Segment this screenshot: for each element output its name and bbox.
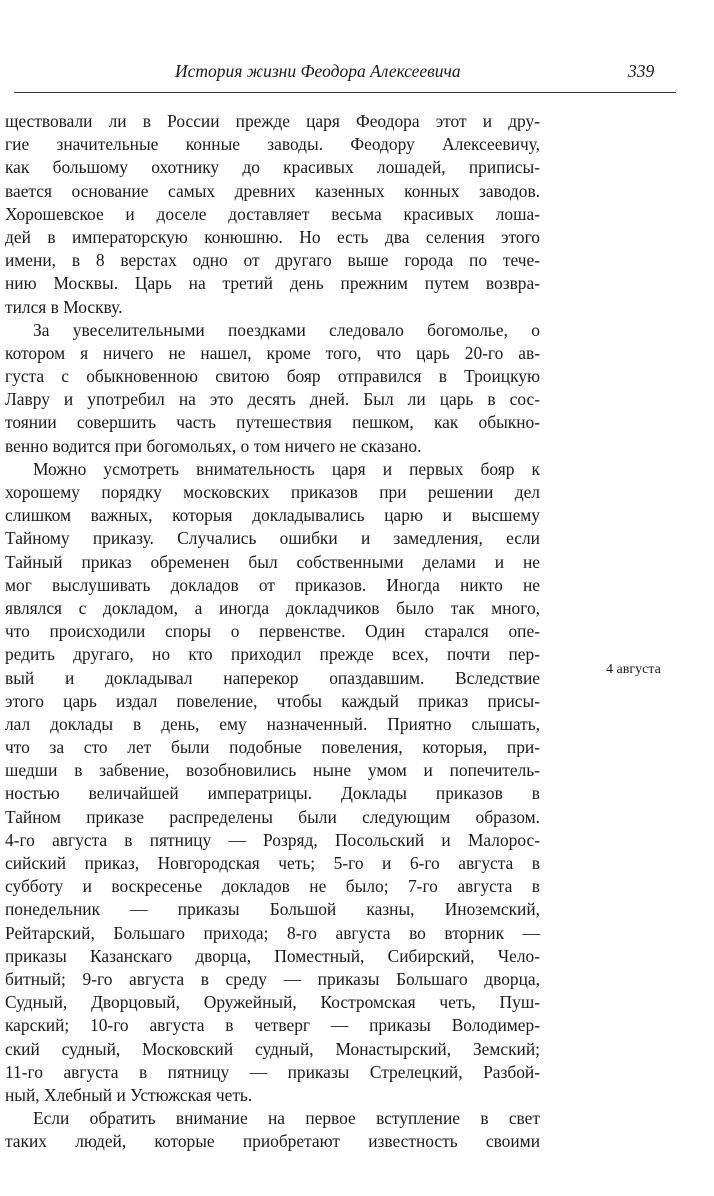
text-line: понедельник — приказы Большой казны, Иноземский, [5,899,540,920]
text-line: являлся с докладом, а иногда докладчиков было так много, [5,597,540,618]
margin-note-date: 4 августа [606,662,661,677]
text-line: что за сто лет были подобные повеления, которыя, при- [5,737,540,758]
text-line: приказы Казанскаго дворца, Поместный, Сибирский, Чело- [5,945,540,966]
text-line: имени, в 8 верстах одно от другаго выше города по тече- [5,250,540,271]
text-line: слишком важных, которыя докладывались царю и высшему [5,505,540,526]
text-line: Тайный приказ обременен был собственными делами и не [5,551,540,572]
paragraph-start-line: За увеселительными поездками следовало богомолье, о [33,319,540,340]
text-line: карский; 10-го августа в четверг — приказы Володимер- [5,1015,540,1036]
text-line: Тайному приказу. Случались ошибки и замедления, если [5,528,540,549]
text-line: дей в императорскую конюшню. Но есть два селения этого [5,226,540,247]
body-text [5,110,540,1153]
text-line: тился в Москву. [5,296,123,317]
text-line: лал доклады в день, ему назначенный. Приятно слышать, [5,713,540,734]
paragraph-start-line: Можно усмотреть внимательность царя и первых бояр к [33,458,540,479]
text-line: таких людей, которые приобретают известность своими [5,1131,540,1152]
text-line: 4-го августа в пятницу — Розряд, Посольский и Малорос- [5,829,540,850]
text-line: вается основание самых древних казенных конных заводов. [5,180,540,201]
text-line: битный; 9-го августа в среду — приказы Большаго дворца, [5,968,540,989]
text-line: 11-го августа в пятницу — приказы Стрелецкий, Разбой- [5,1061,540,1082]
text-line: густа с обыкновенною свитою бояр отправился в Троицкую [5,366,540,387]
text-line: вый и докладывал наперекор опаздавшим. Вследствие [5,667,540,688]
text-line: шедши в забвение, возобновились ныне умом и попечитель- [5,760,540,781]
running-title: История жизни Феодора Алексеевича [175,61,461,81]
text-line: Хорошевское и доселе доставляет весьма красивых лоша- [5,203,540,224]
text-line: мог выслушивать докладов от приказов. Иногда никто не [5,574,540,595]
text-line: редить другаго, но кто приходил прежде всех, почти пер- [5,644,540,665]
text-line: котором я ничего не нашел, кроме того, что царь 20-го ав- [5,342,540,363]
text-line: ществовали ли в России прежде царя Феодора этот и дру- [5,111,540,131]
text-line: субботу и воскресенье докладов не было; 7-го августа в [5,876,540,897]
text-line: ский судный, Московский судный, Монастырский, Земский; [5,1038,540,1059]
text-line: сийский приказ, Новгородская четь; 5-го и 6-го августа в [5,853,540,873]
text-line: гие значительные конные заводы. Феодору Алексеевичу, [5,134,540,155]
text-line: ный, Хлебный и Устюжская четь. [5,1084,253,1105]
paragraph-start-line: Если обратить внимание на первое вступление в свет [33,1108,540,1129]
text-line: ностью величайшей императрицы. Доклады приказов в [5,783,540,804]
text-line: Судный, Дворцовый, Оружейный, Костромская четь, Пуш- [5,992,540,1013]
page-number: 339 [628,61,655,81]
text-line: хорошему порядку московских приказов при решении дел [5,482,540,502]
text-line: венно водится при богомольях, о том ничего не сказано. [5,435,422,456]
text-line: что происходили споры о первенстве. Один старался опе- [5,621,540,642]
header-rule [14,92,676,93]
text-line: Лавру и употребил на это десять дней. Был ли царь в сос- [5,389,540,410]
text-line: нию Москвы. Царь на третий день прежним путем возвра- [5,273,540,294]
running-header [0,58,714,88]
text-line: тоянии совершить часть путешествия пешком, как обыкно- [5,412,540,433]
text-line: этого царь издал повеление, чтобы каждый приказ присы- [5,690,540,711]
text-line: Тайном приказе распределены были следующим образом. [5,806,540,827]
text-line: Рейтарский, Большаго прихода; 8-го августа во вторник — [5,922,540,943]
text-line: как большому охотнику до красивых лошадей, приписы- [5,157,540,178]
